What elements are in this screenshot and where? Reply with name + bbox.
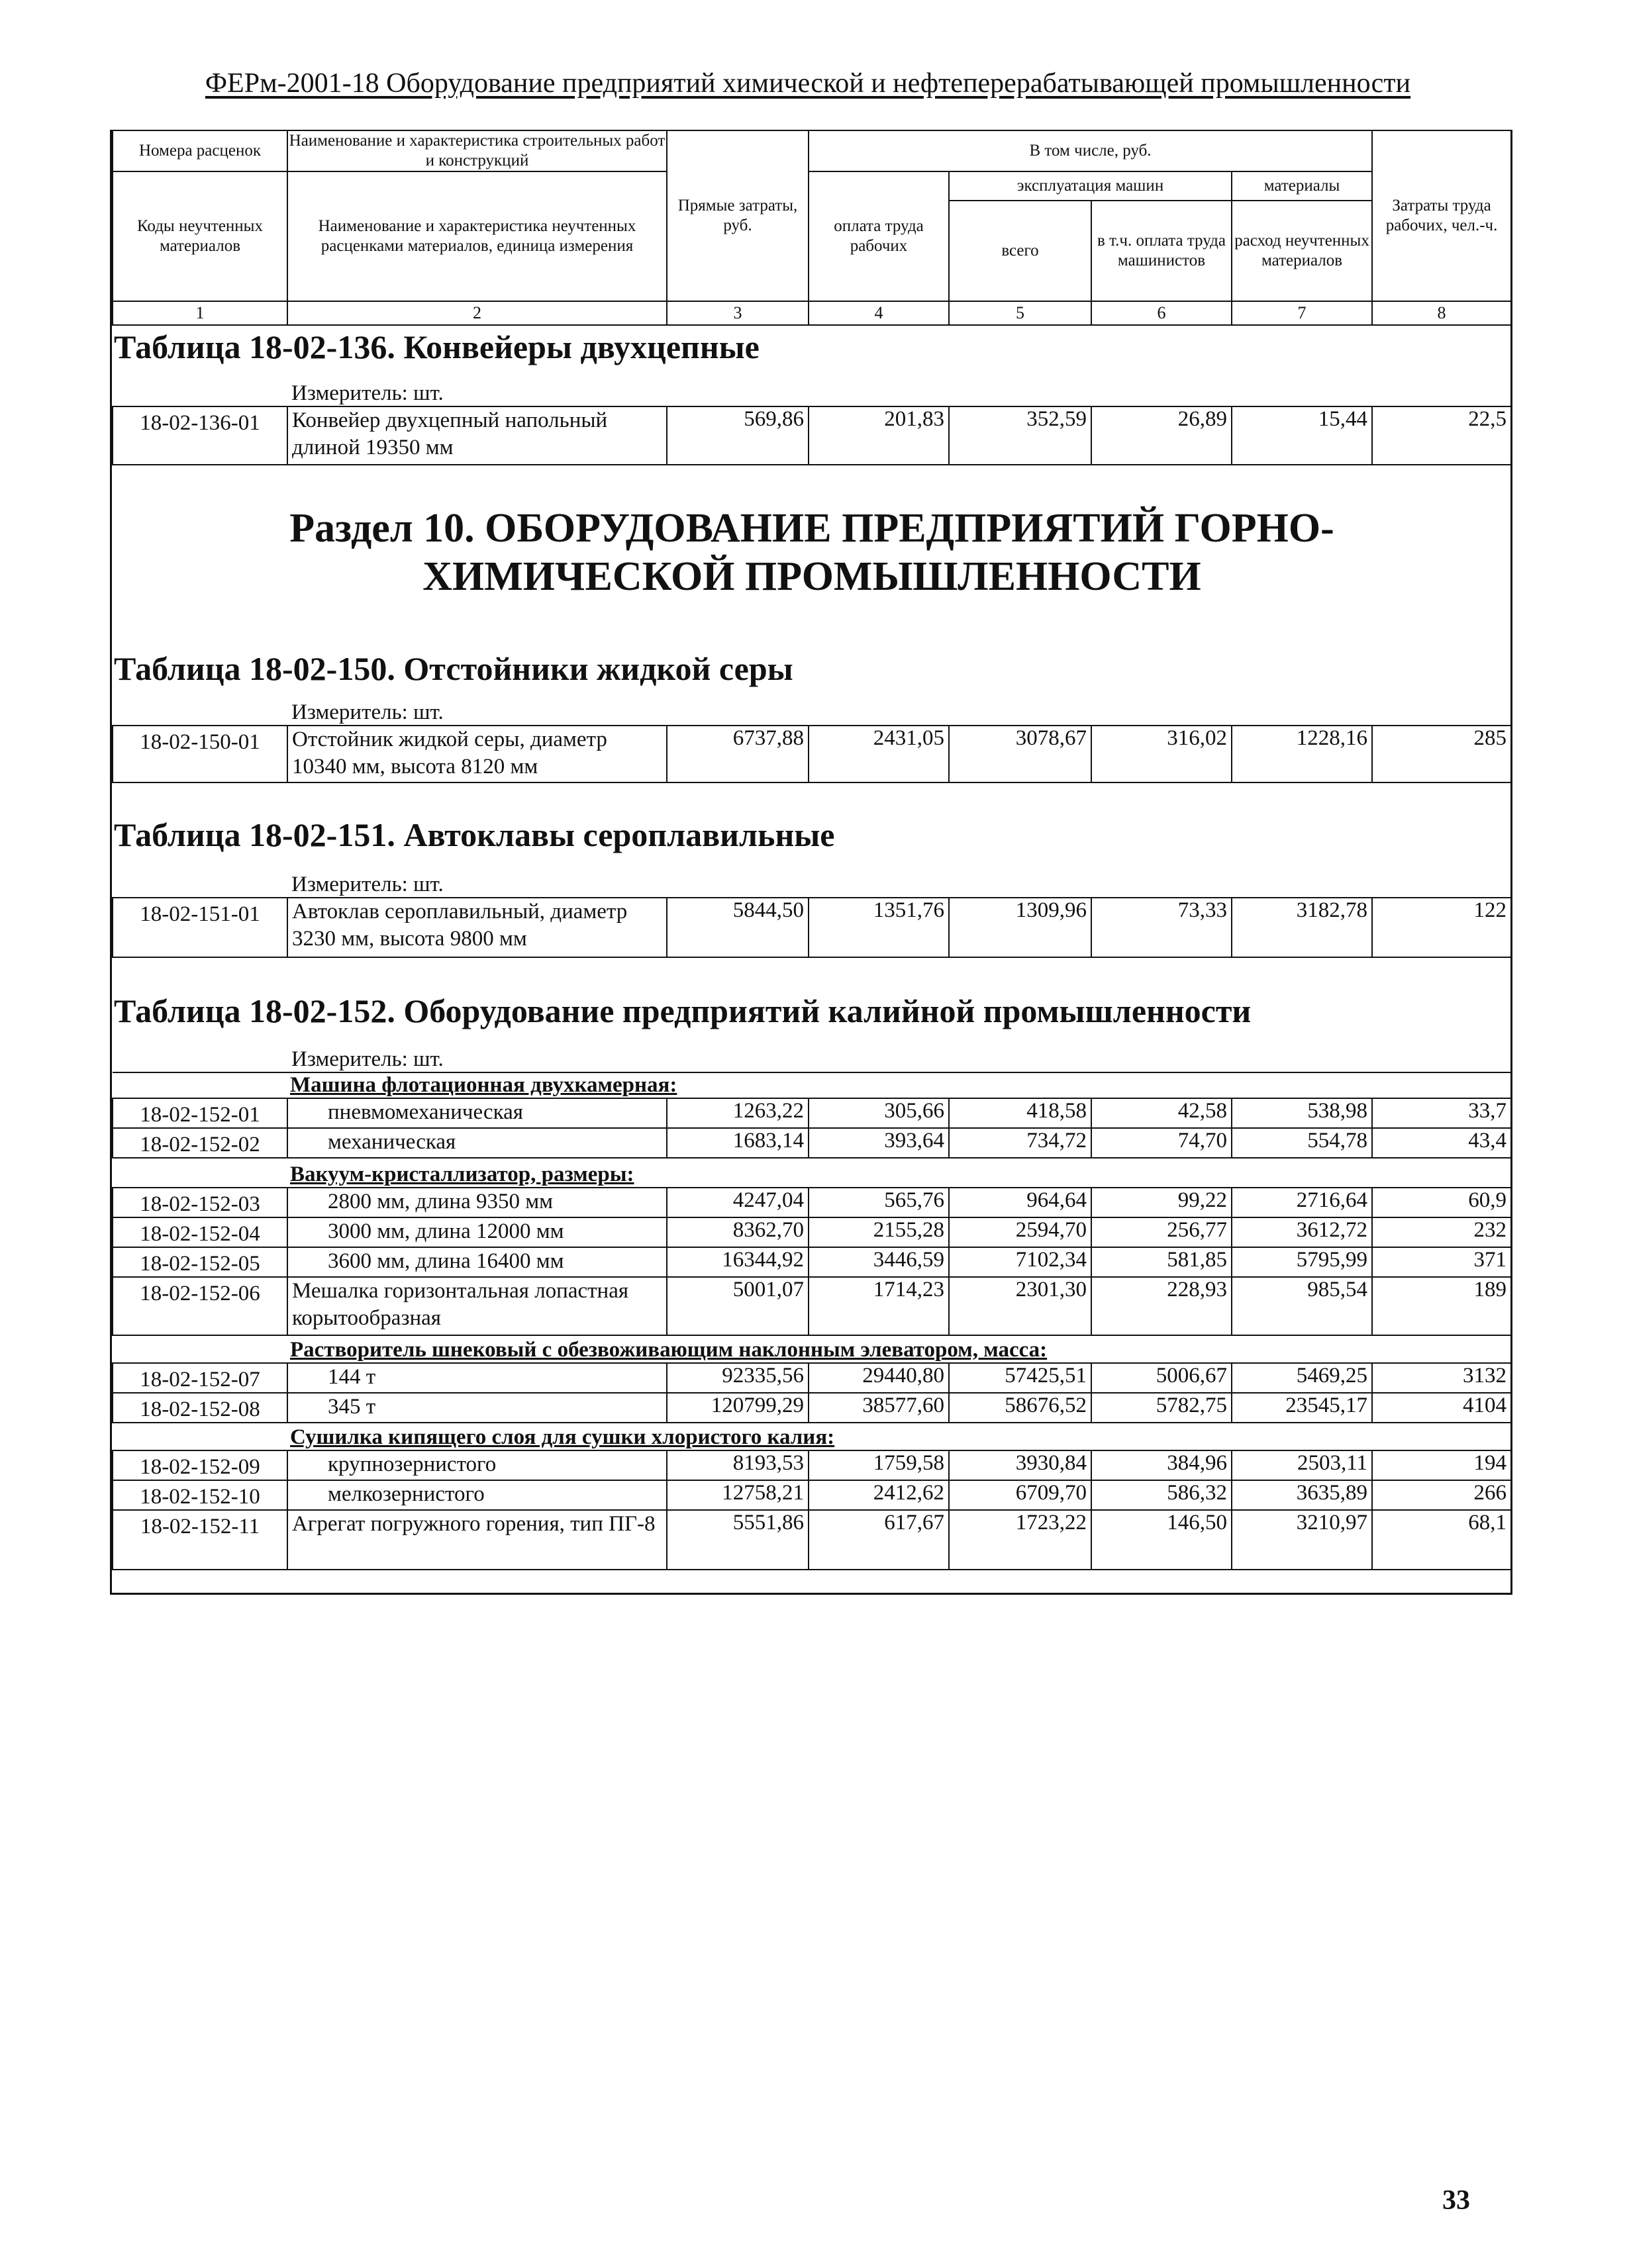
direct-cost: 1683,14 [667,1128,809,1158]
labor-hours: 122 [1372,898,1511,957]
header-materials-usage: расход неучтенных материалов [1232,201,1372,301]
measure-unit: Измеритель: шт. [291,700,444,724]
labor-hours: 33,7 [1372,1098,1511,1128]
table-header [112,130,1512,326]
material-cost: 1228,16 [1232,726,1372,782]
labor-cost: 201,83 [809,406,949,465]
direct-cost: 4247,04 [667,1188,809,1217]
rate-code: 18-02-152-11 [113,1510,287,1570]
labor-cost: 1714,23 [809,1277,949,1335]
material-cost: 5469,25 [1232,1363,1372,1393]
material-cost: 985,54 [1232,1277,1372,1335]
rate-code: 18-02-152-03 [113,1188,287,1217]
header-name-bottom: Наименование и характеристика неучтенных расценками материалов, единица измерения [287,171,667,301]
machinist-cost: 586,32 [1091,1480,1232,1510]
rate-name: пневмомеханическая [287,1098,667,1128]
labor-hours: 43,4 [1372,1128,1511,1158]
col-number: 5 [949,301,1091,325]
header-name-top: Наименование и характеристика строительных работ и конструкций [287,130,667,171]
rate-name: 345 т [287,1393,667,1423]
machine-cost: 58676,52 [949,1393,1091,1423]
header-machines: эксплуатация машин [949,171,1232,201]
labor-hours: 266 [1372,1480,1511,1510]
labor-cost: 305,66 [809,1098,949,1128]
table-row [113,898,1511,957]
section-title-text: Раздел 10. ОБОРУДОВАНИЕ ПРЕДПРИЯТИЙ ГОРНО-ХИМИЧЕСКОЙ ПРОМЫШЛЕННОСТИ [289,506,1334,599]
machinist-cost: 5006,67 [1091,1363,1232,1393]
machine-cost: 2594,70 [949,1217,1091,1247]
rate-name: Агрегат погружного горения, тип ПГ-8 [287,1510,667,1570]
table-title: Таблица 18-02-152. Оборудование предприятий калийной промышленности [114,992,1252,1029]
table-row [113,1480,1511,1510]
direct-cost: 5551,86 [667,1510,809,1570]
rate-code: 18-02-152-05 [113,1247,287,1277]
direct-cost: 6737,88 [667,726,809,782]
direct-cost: 8193,53 [667,1450,809,1480]
table-row [113,1363,1511,1393]
machine-cost: 3930,84 [949,1450,1091,1480]
group-heading: Машина флотационная двухкамерная: [113,1072,1511,1098]
machine-cost: 1309,96 [949,898,1091,957]
machinist-cost: 73,33 [1091,898,1232,957]
machine-cost: 7102,34 [949,1247,1091,1277]
table-row [113,406,1511,465]
labor-hours: 68,1 [1372,1510,1511,1570]
machine-cost: 57425,51 [949,1363,1091,1393]
rate-name: 2800 мм, длина 9350 мм [287,1188,667,1217]
rate-code: 18-02-152-04 [113,1217,287,1247]
col-number: 8 [1372,301,1511,325]
header-codes-bottom: Коды неучтенных материалов [113,171,287,301]
machinist-cost: 228,93 [1091,1277,1232,1335]
machine-cost: 3078,67 [949,726,1091,782]
material-cost: 3612,72 [1232,1217,1372,1247]
header-codes-top: Номера расценок [113,130,287,171]
col-number: 2 [287,301,667,325]
measure-unit: Измеритель: шт. [291,1047,444,1071]
machinist-cost: 42,58 [1091,1098,1232,1128]
direct-cost: 5844,50 [667,898,809,957]
rate-code: 18-02-152-09 [113,1450,287,1480]
col-number: 4 [809,301,949,325]
measure-unit: Измеритель: шт. [291,381,444,405]
rate-code: 18-02-152-01 [113,1098,287,1128]
rate-name: Автоклав сероплавильный, диаметр 3230 мм, высота 9800 мм [287,898,667,957]
direct-cost: 16344,92 [667,1247,809,1277]
labor-cost: 38577,60 [809,1393,949,1423]
table-row [113,1450,1511,1480]
direct-cost: 1263,22 [667,1098,809,1128]
rate-code: 18-02-152-06 [113,1277,287,1335]
material-cost: 3182,78 [1232,898,1372,957]
table-body [112,312,1512,1570]
labor-cost: 2155,28 [809,1217,949,1247]
labor-cost: 3446,59 [809,1247,949,1277]
machinist-cost: 256,77 [1091,1217,1232,1247]
machine-cost: 1723,22 [949,1510,1091,1570]
rate-name: Конвейер двухцепный напольный длиной 19350 мм [287,406,667,465]
header-machines-total: всего [949,201,1091,301]
material-cost: 5795,99 [1232,1247,1372,1277]
labor-cost: 393,64 [809,1128,949,1158]
machinist-cost: 5782,75 [1091,1393,1232,1423]
price-table [110,130,1512,1595]
machine-cost: 964,64 [949,1188,1091,1217]
machine-cost: 418,58 [949,1098,1091,1128]
table-row [113,1393,1511,1423]
table-row [113,1510,1511,1570]
group-heading: Растворитель шнековый с обезвоживающим наклонным элеватором, масса: [290,1338,1048,1362]
table-row [113,1217,1511,1247]
direct-cost: 120799,29 [667,1393,809,1423]
labor-cost: 1759,58 [809,1450,949,1480]
table-row [113,1247,1511,1277]
rate-code: 18-02-152-02 [113,1128,287,1158]
table-title: Таблица 18-02-151. Автоклавы сероплавильные [114,816,835,853]
section-title [113,465,1511,640]
col-number: 3 [667,301,809,325]
group-heading: Сушилка кипящего слоя для сушки хлористого калия: [290,1425,835,1449]
rate-name: 3600 мм, длина 16400 мм [287,1247,667,1277]
labor-hours: 371 [1372,1247,1511,1277]
header-including: В том числе, руб. [809,130,1372,171]
direct-cost: 8362,70 [667,1217,809,1247]
machine-cost: 2301,30 [949,1277,1091,1335]
labor-hours: 60,9 [1372,1188,1511,1217]
rate-code: 18-02-152-08 [113,1393,287,1423]
header-workers-pay: оплата труда рабочих [809,171,949,301]
material-cost: 3210,97 [1232,1510,1372,1570]
machinist-cost: 26,89 [1091,406,1232,465]
rate-code: 18-02-150-01 [113,726,287,782]
machinist-cost: 384,96 [1091,1450,1232,1480]
rate-name: крупнозернистого [287,1450,667,1480]
page-title: ФЕРм-2001-18 Оборудование предприятий химической и нефтеперерабатывающей промышленности [205,68,1411,99]
machinist-cost: 581,85 [1091,1247,1232,1277]
header-materials: материалы [1232,171,1372,201]
labor-hours: 194 [1372,1450,1511,1480]
machinist-cost: 146,50 [1091,1510,1232,1570]
direct-cost: 569,86 [667,406,809,465]
col-number: 6 [1091,301,1232,325]
rate-name: механическая [287,1128,667,1158]
labor-hours: 4104 [1372,1393,1511,1423]
machinist-cost: 74,70 [1091,1128,1232,1158]
table-title: Таблица 18-02-136. Конвейеры двухцепные [114,328,760,365]
rate-code: 18-02-152-10 [113,1480,287,1510]
measure-unit: Измеритель: шт. [291,873,444,896]
group-heading: Вакуум-кристаллизатор, размеры: [290,1162,634,1186]
material-cost: 15,44 [1232,406,1372,465]
labor-cost: 2431,05 [809,726,949,782]
labor-hours: 285 [1372,726,1511,782]
labor-hours: 22,5 [1372,406,1511,465]
machinist-cost: 99,22 [1091,1188,1232,1217]
material-cost: 23545,17 [1232,1393,1372,1423]
machine-cost: 352,59 [949,406,1091,465]
machine-cost: 734,72 [949,1128,1091,1158]
col-number: 1 [113,301,287,325]
labor-cost: 565,76 [809,1188,949,1217]
labor-hours: 232 [1372,1217,1511,1247]
table-row [113,726,1511,782]
direct-cost: 12758,21 [667,1480,809,1510]
machinist-cost: 316,02 [1091,726,1232,782]
rate-name: Мешалка горизонтальная лопастная корытообразная [287,1277,667,1335]
rate-code: 18-02-136-01 [113,406,287,465]
header-labor-hours: Затраты труда рабочих, чел.-ч. [1372,130,1511,301]
material-cost: 554,78 [1232,1128,1372,1158]
header-direct-costs: Прямые затраты, руб. [667,130,809,301]
material-cost: 2503,11 [1232,1450,1372,1480]
labor-cost: 1351,76 [809,898,949,957]
rate-code: 18-02-152-07 [113,1363,287,1393]
table-row [113,1188,1511,1217]
direct-cost: 92335,56 [667,1363,809,1393]
direct-cost: 5001,07 [667,1277,809,1335]
material-cost: 3635,89 [1232,1480,1372,1510]
rate-code: 18-02-151-01 [113,898,287,957]
page-number: 33 [1442,2185,1470,2216]
material-cost: 2716,64 [1232,1188,1372,1217]
table-row [113,1277,1511,1335]
labor-cost: 2412,62 [809,1480,949,1510]
labor-cost: 617,67 [809,1510,949,1570]
col-number: 7 [1232,301,1372,325]
table-row [113,1128,1511,1158]
labor-hours: 3132 [1372,1363,1511,1393]
rate-name: 3000 мм, длина 12000 мм [287,1217,667,1247]
rate-name: Отстойник жидкой серы, диаметр 10340 мм, высота 8120 мм [287,726,667,782]
rate-name: мелкозернистого [287,1480,667,1510]
labor-cost: 29440,80 [809,1363,949,1393]
header-machinists-pay: в т.ч. оплата труда машинистов [1091,201,1232,301]
rate-name: 144 т [287,1363,667,1393]
labor-hours: 189 [1372,1277,1511,1335]
machine-cost: 6709,70 [949,1480,1091,1510]
table-title: Таблица 18-02-150. Отстойники жидкой серы [114,649,793,687]
material-cost: 538,98 [1232,1098,1372,1128]
table-row [113,1098,1511,1128]
